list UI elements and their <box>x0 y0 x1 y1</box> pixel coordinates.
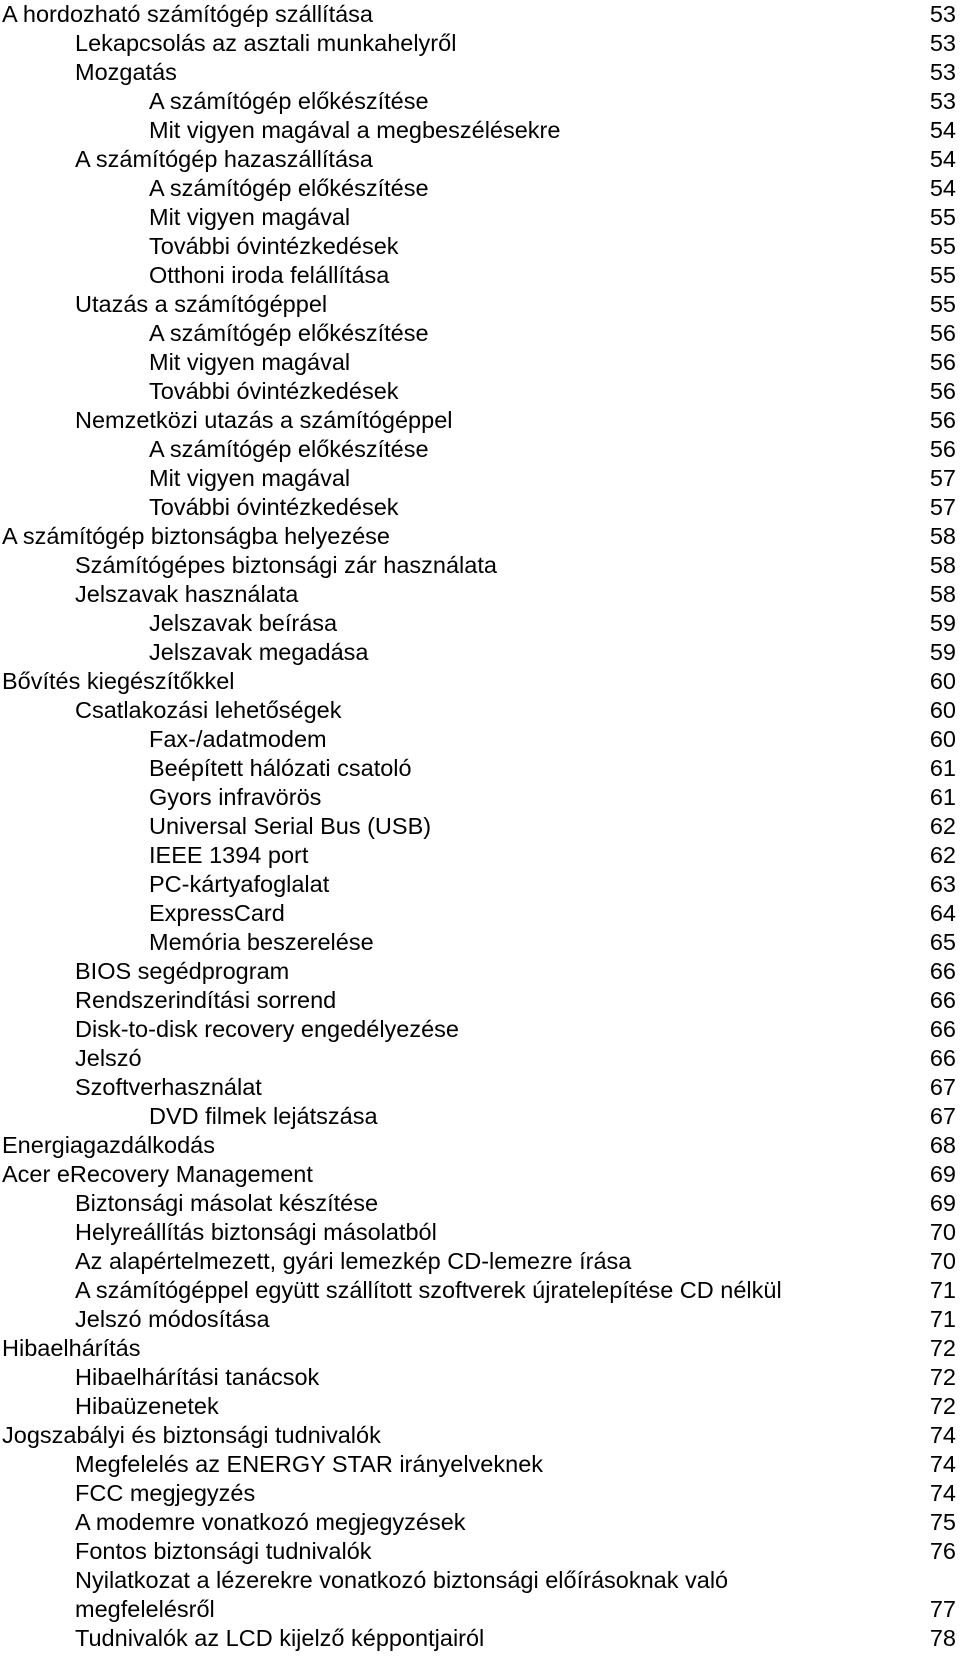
toc-entry[interactable] <box>0 667 960 696</box>
toc-entry-page-number: 60 <box>929 668 956 694</box>
toc-entry-title: A számítógép előkészítése <box>149 320 429 346</box>
toc-entry[interactable] <box>0 1537 960 1566</box>
toc-entry[interactable] <box>0 899 960 928</box>
toc-entry-title: FCC megjegyzés <box>75 1480 256 1506</box>
toc-entry-page-number: 56 <box>929 349 956 375</box>
toc-entry-page-number: 71 <box>929 1306 956 1332</box>
toc-entry-title: Nemzetközi utazás a számítógéppel <box>75 407 453 433</box>
toc-entry-page-number: 74 <box>929 1451 956 1477</box>
toc-entry[interactable] <box>0 1044 960 1073</box>
toc-entry-page-number: 58 <box>929 523 956 549</box>
toc-entry[interactable] <box>0 145 960 174</box>
toc-entry[interactable] <box>0 1392 960 1421</box>
toc-entry[interactable] <box>0 493 960 522</box>
toc-entry-title: A modemre vonatkozó megjegyzések <box>75 1509 466 1535</box>
toc-entry-title: Helyreállítás biztonsági másolatból <box>75 1219 437 1245</box>
toc-entry-page-number: 71 <box>929 1277 956 1303</box>
toc-entry[interactable] <box>0 0 960 29</box>
toc-entry-page-number: 64 <box>929 900 956 926</box>
toc-entry[interactable] <box>0 725 960 754</box>
toc-entry-page-number: 62 <box>929 842 956 868</box>
toc-entry-title: A számítógép hazaszállítása <box>75 146 373 172</box>
toc-entry-page-number: 63 <box>929 871 956 897</box>
toc-entry[interactable] <box>0 957 960 986</box>
toc-entry-page-number: 68 <box>929 1132 956 1158</box>
toc-entry-title: A számítógép előkészítése <box>149 436 429 462</box>
toc-entry[interactable] <box>0 986 960 1015</box>
toc-entry-title: Jelszavak beírása <box>149 610 338 636</box>
toc-entry-title: A számítógéppel együtt szállított szoftverek újratelepítése CD nélkül <box>75 1277 782 1303</box>
toc-entry-title: DVD filmek lejátszása <box>149 1103 378 1129</box>
toc-entry-page-number: 54 <box>929 146 956 172</box>
toc-entry-title: Hibaüzenetek <box>75 1393 219 1419</box>
toc-entry[interactable] <box>0 1102 960 1131</box>
toc-entry[interactable] <box>0 1276 960 1305</box>
toc-entry[interactable] <box>0 464 960 493</box>
toc-entry-title: Jelszó <box>75 1045 142 1071</box>
toc-entry-title: Disk-to-disk recovery engedélyezése <box>75 1016 459 1042</box>
toc-entry-page-number: 66 <box>929 958 956 984</box>
toc-entry-title: Energiagazdálkodás <box>2 1132 215 1158</box>
toc-entry[interactable] <box>0 1450 960 1479</box>
toc-entry[interactable] <box>0 551 960 580</box>
toc-entry[interactable] <box>0 203 960 232</box>
toc-entry-title: A számítógép előkészítése <box>149 175 429 201</box>
toc-entry-title: Otthoni iroda felállítása <box>149 262 390 288</box>
toc-entry-title: Számítógépes biztonsági zár használata <box>75 552 497 578</box>
toc-entry-page-number: 56 <box>929 378 956 404</box>
toc-entry-page-number: 69 <box>929 1190 956 1216</box>
toc-entry-title: Mit vigyen magával a megbeszélésekre <box>149 117 561 143</box>
toc-entry[interactable] <box>0 87 960 116</box>
toc-entry[interactable] <box>0 1131 960 1160</box>
toc-entry-page-number: 57 <box>929 494 956 520</box>
toc-entry-title: Mit vigyen magával <box>149 349 351 375</box>
toc-entry[interactable] <box>0 319 960 348</box>
toc-entry[interactable] <box>0 1421 960 1450</box>
toc-entry-page-number: 58 <box>929 581 956 607</box>
toc-entry-page-number: 70 <box>929 1219 956 1245</box>
toc-entry[interactable] <box>0 754 960 783</box>
toc-entry-page-number: 72 <box>929 1335 956 1361</box>
toc-entry-page-number: 62 <box>929 813 956 839</box>
toc-entry-title: ExpressCard <box>149 900 285 926</box>
toc-entry-page-number: 77 <box>929 1596 956 1622</box>
toc-entry-page-number: 56 <box>929 436 956 462</box>
toc-entry[interactable] <box>0 58 960 87</box>
toc-entry-page-number: 55 <box>929 262 956 288</box>
toc-entry-title: Nyilatkozat a lézerekre vonatkozó biztonsági előírásoknak való megfelelésről <box>75 1567 729 1622</box>
toc-entry-title: Jogszabályi és biztonsági tudnivalók <box>2 1422 381 1448</box>
toc-entry[interactable] <box>0 1247 960 1276</box>
toc-entry-page-number: 67 <box>929 1074 956 1100</box>
toc-entry[interactable] <box>0 1073 960 1102</box>
toc-entry-page-number: 60 <box>929 726 956 752</box>
toc-entry-page-number: 66 <box>929 1016 956 1042</box>
toc-entry-page-number: 54 <box>929 117 956 143</box>
toc-entry[interactable] <box>0 928 960 957</box>
toc-entry[interactable] <box>0 1160 960 1189</box>
toc-entry[interactable] <box>0 1508 960 1537</box>
toc-entry[interactable] <box>0 812 960 841</box>
toc-entry-title: Biztonsági másolat készítése <box>75 1190 379 1216</box>
toc-entry-title: Lekapcsolás az asztali munkahelyről <box>75 30 457 56</box>
toc-entry-page-number: 76 <box>929 1538 956 1564</box>
toc-entry[interactable] <box>0 261 960 290</box>
toc-entry-title: Beépített hálózati csatoló <box>149 755 412 781</box>
toc-entry-title: A számítógép biztonságba helyezése <box>2 523 391 549</box>
toc-entry-title: Fontos biztonsági tudnivalók <box>75 1538 372 1564</box>
toc-entry-title: Rendszerindítási sorrend <box>75 987 337 1013</box>
toc-entry-page-number: 72 <box>929 1364 956 1390</box>
toc-entry[interactable] <box>0 580 960 609</box>
toc-entry-page-number: 69 <box>929 1161 956 1187</box>
toc-entry-title: A számítógép előkészítése <box>149 88 429 114</box>
toc-entry-title: Mit vigyen magával <box>149 465 351 491</box>
toc-entry-title: Hibaelhárítási tanácsok <box>75 1364 320 1390</box>
toc-entry-page-number: 57 <box>929 465 956 491</box>
toc-entry-page-number: 54 <box>929 175 956 201</box>
toc-entry[interactable] <box>0 29 960 58</box>
toc-entry-title: Utazás a számítógéppel <box>75 291 328 317</box>
toc-entry-page-number: 61 <box>929 784 956 810</box>
toc-entry[interactable] <box>0 406 960 435</box>
toc-entry-title: Mit vigyen magával <box>149 204 351 230</box>
toc-entry-title: BIOS segédprogram <box>75 958 290 984</box>
toc-entry[interactable] <box>0 841 960 870</box>
toc-entry-page-number: 55 <box>929 233 956 259</box>
toc-entry-page-number: 66 <box>929 1045 956 1071</box>
toc-entry-page-number: 53 <box>929 59 956 85</box>
toc-entry-page-number: 59 <box>929 639 956 665</box>
toc-entry[interactable] <box>0 1566 960 1624</box>
toc-entry[interactable] <box>0 1479 960 1508</box>
toc-entry-page-number: 55 <box>929 204 956 230</box>
toc-entry-title: Jelszavak használata <box>75 581 299 607</box>
toc-entry[interactable] <box>0 174 960 203</box>
toc-entry[interactable] <box>0 290 960 319</box>
toc-entry-page-number: 74 <box>929 1480 956 1506</box>
toc-entry-title: Megfelelés az ENERGY STAR irányelveknek <box>75 1451 544 1477</box>
toc-entry[interactable] <box>0 1218 960 1247</box>
toc-entry-title: Gyors infravörös <box>149 784 322 810</box>
toc-entry-page-number: 59 <box>929 610 956 636</box>
toc-entry-page-number: 70 <box>929 1248 956 1274</box>
toc-entry-title: Szoftverhasználat <box>75 1074 262 1100</box>
toc-entry-page-number: 53 <box>929 30 956 56</box>
toc-entry-page-number: 56 <box>929 407 956 433</box>
toc-entry-page-number: 72 <box>929 1393 956 1419</box>
toc-entry[interactable] <box>0 696 960 725</box>
toc-entry-title: Hibaelhárítás <box>2 1335 141 1361</box>
toc-entry[interactable] <box>0 348 960 377</box>
toc-entry[interactable] <box>0 638 960 667</box>
toc-entry-page-number: 55 <box>929 291 956 317</box>
toc-entry[interactable] <box>0 1334 960 1363</box>
toc-entry[interactable] <box>0 1305 960 1334</box>
toc-entry-title: PC-kártyafoglalat <box>149 871 330 897</box>
toc-entry-title: További óvintézkedések <box>149 233 399 259</box>
toc-entry-page-number: 56 <box>929 320 956 346</box>
toc-entry[interactable] <box>0 1015 960 1044</box>
toc-entry[interactable] <box>0 1189 960 1218</box>
toc-entry-title: IEEE 1394 port <box>149 842 309 868</box>
toc-entry-title: További óvintézkedések <box>149 378 399 404</box>
toc-entry-page-number: 53 <box>929 1 956 27</box>
toc-entry[interactable] <box>0 232 960 261</box>
toc-entry-page-number: 58 <box>929 552 956 578</box>
toc-entry-title: Jelszavak megadása <box>149 639 369 665</box>
toc-entry-page-number: 53 <box>929 88 956 114</box>
toc-entry-title: Mozgatás <box>75 59 177 85</box>
toc-entry-page-number: 65 <box>929 929 956 955</box>
toc-entry[interactable] <box>0 609 960 638</box>
toc-entry-page-number: 61 <box>929 755 956 781</box>
toc-entry-title: Bővítés kiegészítőkkel <box>2 668 235 694</box>
toc-entry-title: Memória beszerelése <box>149 929 374 955</box>
toc-entry-page-number: 67 <box>929 1103 956 1129</box>
toc-entry-page-number: 60 <box>929 697 956 723</box>
toc-entry[interactable] <box>0 377 960 406</box>
toc-entry[interactable] <box>0 1363 960 1392</box>
toc-entry-title: Az alapértelmezett, gyári lemezkép CD-lemezre írása <box>75 1248 632 1274</box>
toc-entry-title: További óvintézkedések <box>149 494 399 520</box>
toc-entry-title: Universal Serial Bus (USB) <box>149 813 432 839</box>
toc-entry[interactable] <box>0 870 960 899</box>
toc-entry[interactable] <box>0 522 960 551</box>
toc-entry-title: Tudnivalók az LCD kijelző képpontjairól <box>75 1625 485 1651</box>
toc-entry[interactable] <box>0 1624 960 1653</box>
toc-entry-page-number: 75 <box>929 1509 956 1535</box>
toc-entry-title: Csatlakozási lehetőségek <box>75 697 342 723</box>
toc-entry[interactable] <box>0 116 960 145</box>
toc-entry-title: Jelszó módosítása <box>75 1306 270 1332</box>
toc-entry[interactable] <box>0 435 960 464</box>
toc-entry[interactable] <box>0 783 960 812</box>
toc-entry-page-number: 78 <box>929 1625 956 1651</box>
toc-entry-page-number: 66 <box>929 987 956 1013</box>
toc-entry-page-number: 74 <box>929 1422 956 1448</box>
toc-entry-title: Fax-/adatmodem <box>149 726 327 752</box>
toc-entry-title: A hordozható számítógép szállítása <box>2 1 373 27</box>
toc-entry-title: Acer eRecovery Management <box>2 1161 313 1187</box>
